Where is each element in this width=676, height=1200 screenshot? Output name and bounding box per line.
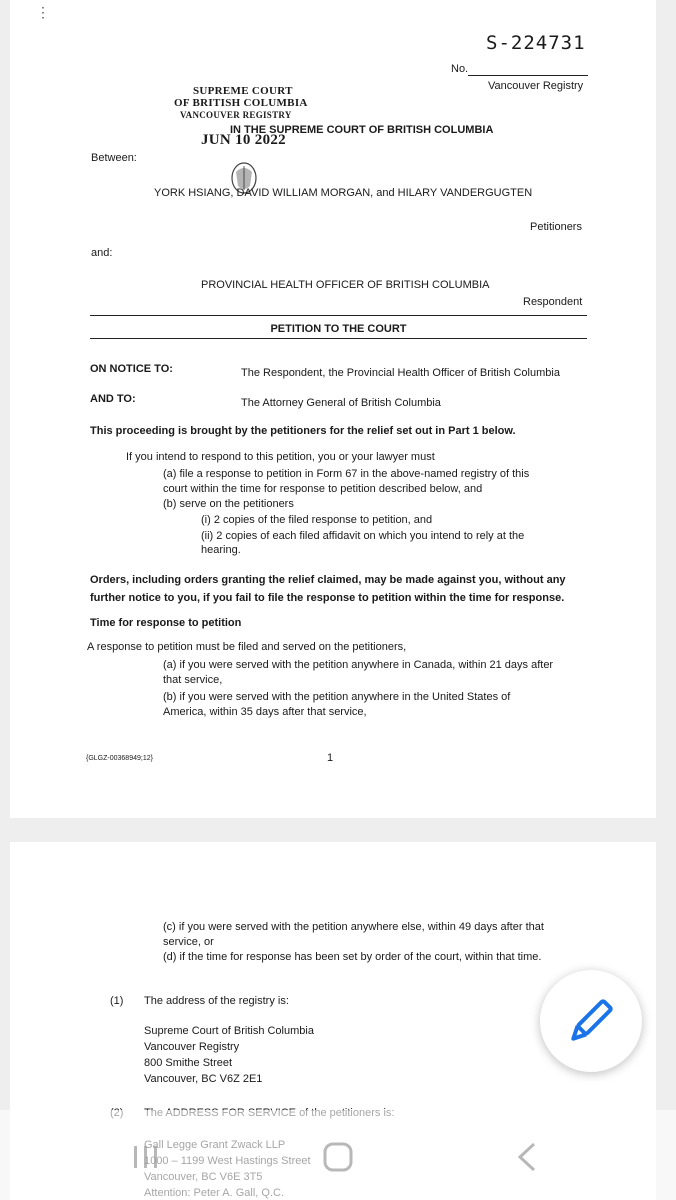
resp-a-line-1: (a) if you were served with the petition anywhere in Canada, within 21 days after bbox=[163, 659, 554, 671]
item-b-i: (i) 2 copies of the filed response to petition, and bbox=[201, 514, 433, 526]
resp-a-line-2: that service, bbox=[163, 674, 223, 686]
resp-b-line-2: America, within 35 days after that service, bbox=[163, 706, 367, 718]
orders-line-2: further notice to you, if you fail to file the response to petition within the time for response. bbox=[90, 592, 565, 604]
and-label: and: bbox=[91, 247, 113, 259]
document-page-1 bbox=[10, 0, 656, 818]
orders-line-1: Orders, including orders granting the relief claimed, may be made against you, without any bbox=[90, 574, 566, 586]
title-rule-bottom bbox=[90, 338, 587, 339]
document-title: PETITION TO THE COURT bbox=[270, 323, 407, 335]
stamp-date: JUN 10 2022 bbox=[201, 132, 286, 148]
time-heading: Time for response to petition bbox=[90, 617, 242, 629]
registry-address-line-2: Vancouver Registry bbox=[144, 1041, 240, 1053]
file-no-underline bbox=[468, 75, 588, 76]
stamp-line-1: SUPREME COURT bbox=[193, 85, 293, 97]
item-1-number: (1) bbox=[110, 995, 124, 1007]
resp-c-line-2: service, or bbox=[163, 936, 214, 948]
file-no-label: No. bbox=[451, 63, 469, 75]
item-b-ii-line-2: hearing. bbox=[201, 544, 241, 556]
stamp-line-3: VANCOUVER REGISTRY bbox=[180, 110, 292, 120]
respondent-name: PROVINCIAL HEALTH OFFICER OF BRITISH COLUMBIA bbox=[201, 279, 490, 291]
home-nav-icon[interactable] bbox=[320, 1140, 356, 1174]
item-a-line-1: (a) file a response to petition in Form 67 in the above-named registry of this bbox=[163, 468, 530, 480]
resp-d: (d) if the time for response has been set by order of the court, within that time. bbox=[163, 951, 542, 963]
overflow-dots-icon[interactable]: ⋮ bbox=[36, 4, 50, 20]
item-b-ii-line-1: (ii) 2 copies of each filed affidavit on which you intend to rely at the bbox=[201, 530, 525, 542]
respondent-label: Respondent bbox=[523, 296, 583, 308]
petitioners-names: YORK HSIANG, DAVID WILLIAM MORGAN, and HILARY VANDERGUGTEN bbox=[154, 187, 533, 199]
item-a-line-2: court within the time for response to petition described below, and bbox=[163, 483, 483, 495]
system-navigation-bar bbox=[0, 1110, 676, 1200]
response-intro: A response to petition must be filed and served on the petitioners, bbox=[87, 641, 407, 653]
stamp-line-2: OF BRITISH COLUMBIA bbox=[174, 97, 308, 109]
on-notice-label: ON NOTICE TO: bbox=[90, 363, 173, 375]
between-label: Between: bbox=[91, 152, 137, 164]
recents-nav-icon[interactable] bbox=[128, 1140, 164, 1174]
file-number: S-224731 bbox=[486, 32, 586, 54]
footer-reference: {GLGZ-00368949;12} bbox=[86, 755, 153, 762]
on-notice-value: The Respondent, the Provincial Health Officer of British Columbia bbox=[241, 367, 560, 379]
and-to-value: The Attorney General of British Columbia bbox=[241, 397, 441, 409]
back-nav-icon[interactable] bbox=[510, 1140, 546, 1174]
item-1-text: The address of the registry is: bbox=[144, 995, 289, 1007]
registry-address-line-1: Supreme Court of British Columbia bbox=[144, 1025, 314, 1037]
registry-address-line-4: Vancouver, BC V6Z 2E1 bbox=[144, 1073, 263, 1085]
registry-address-line-3: 800 Smithe Street bbox=[144, 1057, 233, 1069]
item-b: (b) serve on the petitioners bbox=[163, 498, 294, 510]
intend-intro: If you intend to respond to this petition, you or your lawyer must bbox=[126, 451, 435, 463]
court-heading: IN THE SUPREME COURT OF BRITISH COLUMBIA bbox=[230, 124, 494, 136]
registry-label: Vancouver Registry bbox=[488, 80, 584, 92]
resp-c-line-1: (c) if you were served with the petition anywhere else, within 49 days after that bbox=[163, 921, 544, 933]
edit-pencil-icon bbox=[540, 970, 642, 1072]
title-rule-top bbox=[90, 315, 587, 316]
petitioners-label: Petitioners bbox=[530, 221, 582, 233]
proceeding-text: This proceeding is brought by the petitioners for the relief set out in Part 1 below. bbox=[90, 425, 516, 437]
resp-b-line-1: (b) if you were served with the petition anywhere in the United States of bbox=[163, 691, 511, 703]
edit-button[interactable] bbox=[540, 970, 642, 1072]
page-number: 1 bbox=[327, 752, 334, 764]
and-to-label: AND TO: bbox=[90, 393, 136, 405]
